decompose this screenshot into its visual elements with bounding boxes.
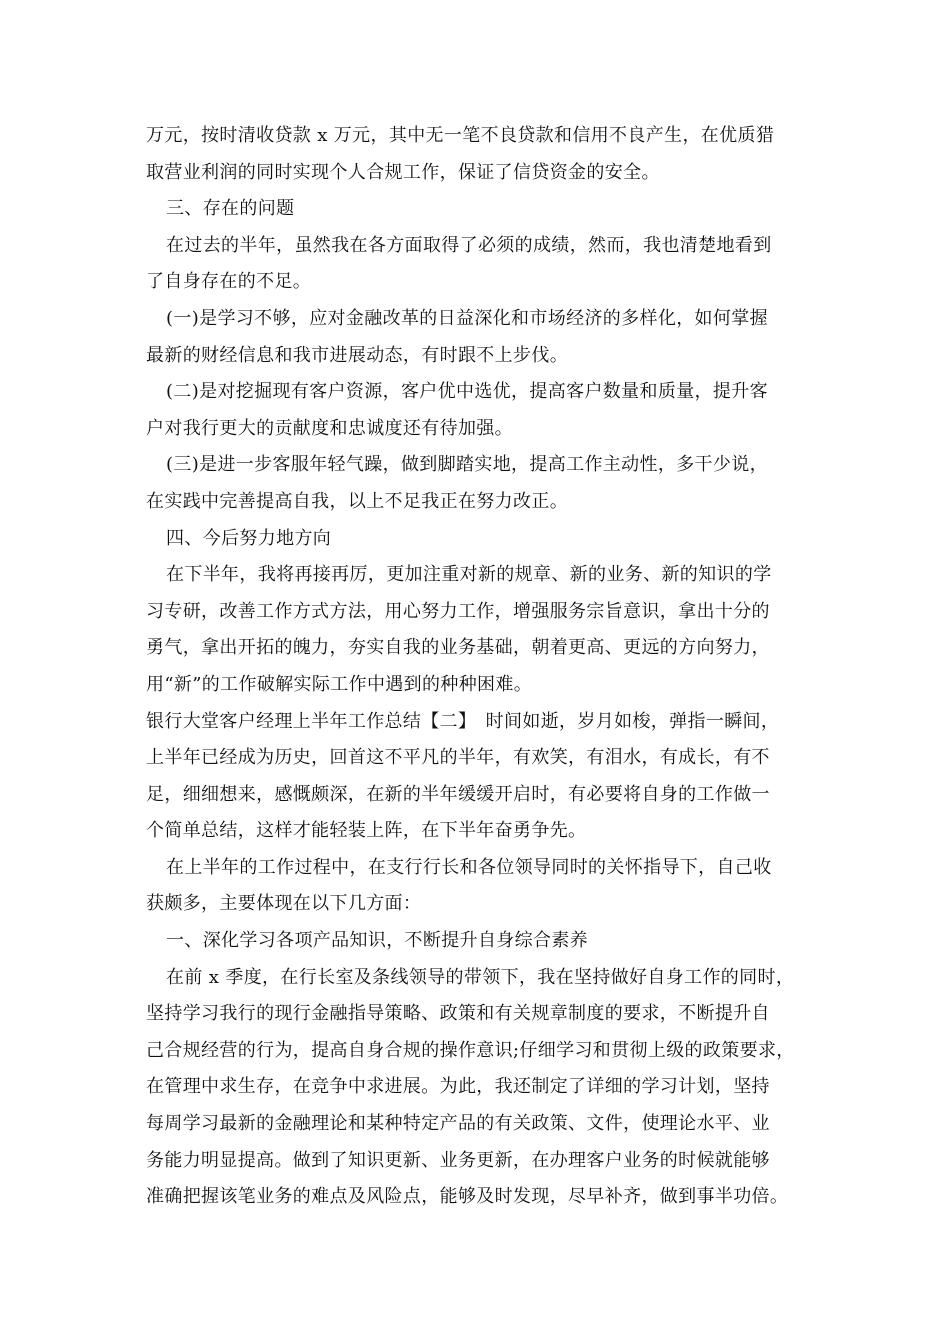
text-line: 四、今后努力地方向 <box>166 527 332 549</box>
text-line: 了自身存在的不足。 <box>146 271 312 293</box>
text-line: (二)是对挖掘现有客户资源，客户优中选优，提高客户数量和质量，提升客 <box>166 381 768 403</box>
text-line: 最新的财经信息和我市进展动态，有时跟不上步伐。 <box>146 344 569 366</box>
text-line: 获颇多，主要体现在以下几方面： <box>146 893 422 915</box>
text-line: 在管理中求生存，在竞争中求进展。为此，我还制定了详细的学习计划，坚持 <box>146 1076 770 1098</box>
text-line: 在实践中完善提高自我，以上不足我正在努力改正。 <box>146 490 569 512</box>
text-line: 每周学习最新的金融理论和某种特定产品的有关政策、文件，使理论水平、业 <box>146 1113 770 1135</box>
text-line: 银行大堂客户经理上半年工作总结【二】 时间如逝，岁月如梭，弹指一瞬间， <box>146 710 780 732</box>
text-line: 在下半年，我将再接再厉，更加注重对新的规章、新的业务、新的知识的学 <box>166 564 772 586</box>
text-line: 在前 x 季度，在行长室及条线领导的带领下，我在坚持做好自身工作的同时， <box>166 966 795 988</box>
text-line: 足，细细想来，感慨颇深，在新的半年缓缓开启时，有必要将自身的工作做一 <box>146 783 770 805</box>
text-line: 取营业利润的同时实现个人合规工作，保证了信贷资金的安全。 <box>146 161 660 183</box>
text-line: 己合规经营的行为，提高自身合规的操作意识;仔细学习和贯彻上级的政策要求， <box>146 1039 795 1061</box>
text-line: 个简单总结，这样才能轻装上阵，在下半年奋勇争先。 <box>146 820 587 842</box>
text-line: 习专研，改善工作方式方法，用心努力工作，增强服务宗旨意识，拿出十分的 <box>146 600 770 622</box>
text-line: 务能力明显提高。做到了知识更新、业务更新，在办理客户业务的时候就能够 <box>146 1149 770 1171</box>
text-line: 三、存在的问题 <box>166 198 295 220</box>
text-line: 一、深化学习各项产品知识，不断提升自身综合素养 <box>166 930 589 952</box>
text-line: 上半年已经成为历史，回首这不平凡的半年，有欢笑，有泪水，有成长，有不 <box>146 747 770 769</box>
text-line: 准确把握该笔业务的难点及风险点，能够及时发现，尽早补齐，做到事半功倍。 <box>146 1186 789 1208</box>
text-line: 坚持学习我行的现行金融指导策略、政策和有关规章制度的要求，不断提升自 <box>146 1003 770 1025</box>
text-line: 户对我行更大的贡献度和忠诚度还有待加强。 <box>146 417 513 439</box>
text-line: (三)是进一步客服年轻气躁，做到脚踏实地，提高工作主动性，多干少说， <box>166 454 768 476</box>
text-line: 用“新”的工作破解实际工作中遇到的种种困难。 <box>146 673 533 695</box>
text-line: 万元，按时清收贷款 x 万元，其中无一笔不良贷款和信用不良产生，在优质猎 <box>146 125 775 146</box>
text-line: (一)是学习不够，应对金融改革的日益深化和市场经济的多样化，如何掌握 <box>166 307 768 329</box>
text-line: 在上半年的工作过程中，在支行行长和各位领导同时的关怀指导下，自己收 <box>166 856 772 878</box>
text-line: 勇气，拿出开拓的魄力，夯实自我的业务基础，朝着更高、更远的方向努力， <box>146 637 770 659</box>
document-body <box>146 118 826 1216</box>
text-line: 在过去的半年，虽然我在各方面取得了必须的成绩，然而，我也清楚地看到 <box>166 234 772 256</box>
